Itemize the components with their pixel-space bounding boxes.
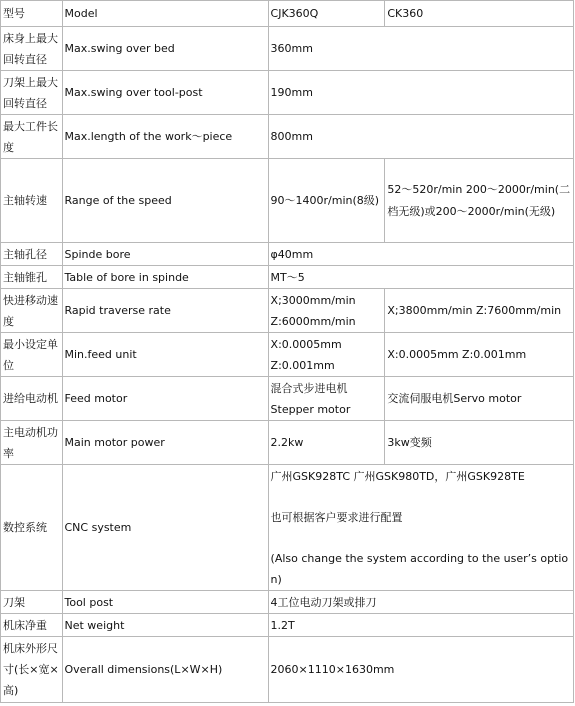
value-line: Z:6000mm/min: [270, 314, 356, 328]
value-line: (Also change the system according to the user’s option): [270, 551, 569, 586]
row-label-zh: 刀架: [1, 591, 63, 614]
model-b-value: 3kw变频: [385, 421, 574, 465]
row-label-en: CNC system: [62, 465, 268, 591]
row-label-en: Max.swing over bed: [62, 27, 268, 71]
value-line: 广州GSK928TC 广州GSK980TD，广州GSK928TE: [270, 469, 525, 483]
spec-value: 190mm: [268, 71, 573, 115]
row-label-en: Main motor power: [62, 421, 268, 465]
value-line: X:0.0005mm: [270, 337, 342, 351]
row-label-en: Max.length of the work～piece: [62, 115, 268, 159]
model-a-value: [268, 289, 385, 333]
table-row: [1, 637, 574, 703]
table-row: [1, 71, 574, 115]
row-label-zh: 刀架上最大回转直径: [1, 71, 63, 115]
table-row: [1, 27, 574, 71]
model-a-value: 2.2kw: [268, 421, 385, 465]
row-label-zh: 型号: [1, 1, 63, 27]
row-label-zh: 主轴转速: [1, 159, 63, 243]
row-label-en: Range of the speed: [62, 159, 268, 243]
spec-value: MT～5: [268, 266, 573, 289]
spec-value: 360mm: [268, 27, 573, 71]
table-row: [1, 289, 574, 333]
value-line: Z:0.001mm: [270, 358, 335, 372]
row-label-zh: 主轴孔径: [1, 243, 63, 266]
table-row: [1, 465, 574, 591]
table-row: [1, 266, 574, 289]
table-row: [1, 377, 574, 421]
spec-value: φ40mm: [268, 243, 573, 266]
spec-value: 1.2T: [268, 614, 573, 637]
row-label-en: Table of bore in spinde: [62, 266, 268, 289]
model-a-value: [268, 333, 385, 377]
value-line: X;3000mm/min: [270, 293, 356, 307]
row-label-en: Net weight: [62, 614, 268, 637]
row-label-zh: 最小设定单位: [1, 333, 63, 377]
model-a-value: 90～1400r/min(8级): [268, 159, 385, 243]
spec-value: 4工位电动刀架或排刀: [268, 591, 573, 614]
cnc-system-value: [268, 465, 573, 591]
row-label-zh: 主轴锥孔: [1, 266, 63, 289]
line-gap: [271, 487, 572, 507]
row-label-zh: 最大工件长度: [1, 115, 63, 159]
value-line: 也可根据客户要求进行配置: [270, 510, 403, 524]
spec-value: 2060×1110×1630mm: [268, 637, 573, 703]
row-label-en: Feed motor: [62, 377, 268, 421]
table-row: [1, 243, 574, 266]
model-a-name: CJK360Q: [268, 1, 385, 27]
model-a-value: [268, 377, 385, 421]
table-row: [1, 591, 574, 614]
row-label-zh: 机床净重: [1, 614, 63, 637]
row-label-en: Spinde bore: [62, 243, 268, 266]
table-row: [1, 421, 574, 465]
value-line: 混合式步进电机: [270, 381, 348, 395]
model-b-value: X:0.0005mm Z:0.001mm: [385, 333, 574, 377]
model-b-value: 交流伺服电机Servo motor: [385, 377, 574, 421]
row-label-zh: 数控系统: [1, 465, 63, 591]
model-b-value: 52～520r/min 200～2000r/min(二档无级)或200～2000r/min(无级): [385, 159, 574, 243]
row-label-en: Rapid traverse rate: [62, 289, 268, 333]
row-label-zh: 快进移动速度: [1, 289, 63, 333]
row-label-zh: 主电动机功率: [1, 421, 63, 465]
table-row: [1, 1, 574, 27]
line-gap: [271, 528, 572, 548]
row-label-en: Model: [62, 1, 268, 27]
model-b-value: X;3800mm/min Z:7600mm/min: [385, 289, 574, 333]
row-label-zh: 床身上最大回转直径: [1, 27, 63, 71]
table-row: [1, 115, 574, 159]
row-label-zh: 机床外形尺寸(长×宽×高): [1, 637, 63, 703]
row-label-en: Overall dimensions(L×W×H): [62, 637, 268, 703]
table-row: [1, 333, 574, 377]
value-line: Stepper motor: [270, 402, 351, 416]
model-b-name: CK360: [385, 1, 574, 27]
row-label-zh: 进给电动机: [1, 377, 63, 421]
table-row: [1, 614, 574, 637]
table-row: [1, 159, 574, 243]
spec-value: 800mm: [268, 115, 573, 159]
row-label-en: Tool post: [62, 591, 268, 614]
row-label-en: Min.feed unit: [62, 333, 268, 377]
row-label-en: Max.swing over tool-post: [62, 71, 268, 115]
